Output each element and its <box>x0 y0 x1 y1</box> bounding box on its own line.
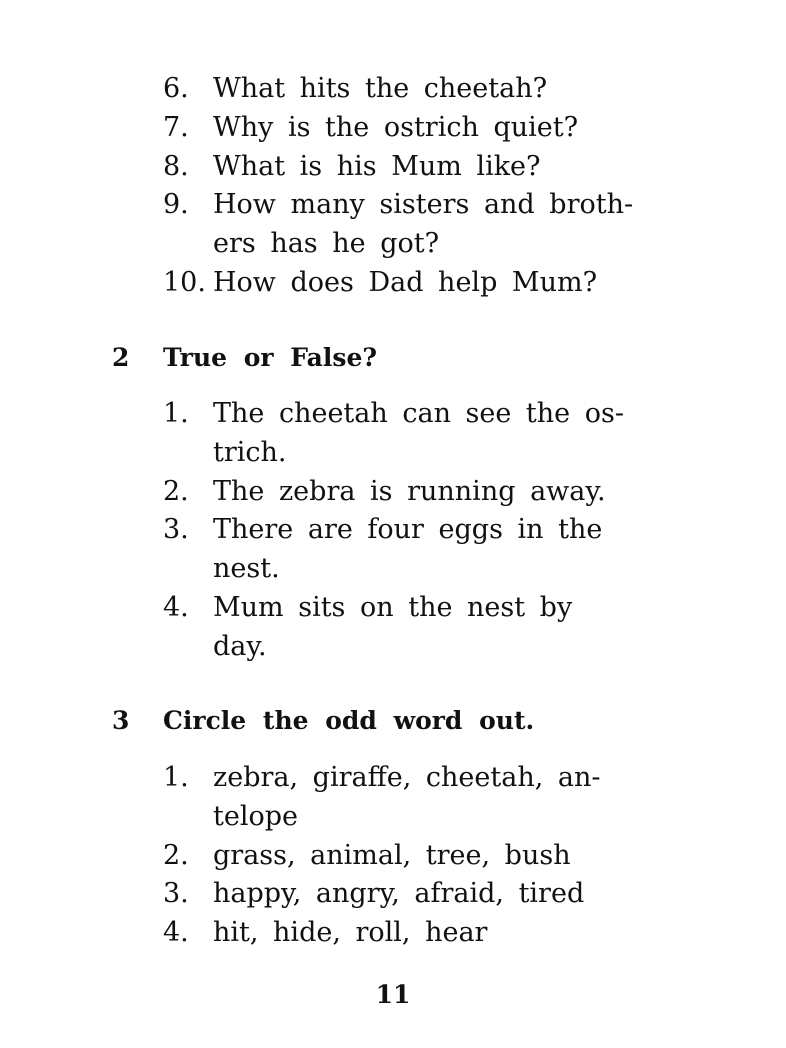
item-number: 1. <box>163 398 189 429</box>
item-text: What hits the cheetah? <box>213 73 548 104</box>
list-item <box>163 473 658 512</box>
exercise-number: 2 <box>112 343 130 372</box>
exercise-title: True or False? <box>163 343 377 372</box>
item-number: 3. <box>163 878 189 910</box>
list-item <box>163 70 658 109</box>
item-number: 10. <box>163 266 206 298</box>
item-text-continued: nest. <box>213 553 280 585</box>
item-text-continued: ers has he got? <box>213 228 440 260</box>
item-text: hit, hide, roll, hear <box>213 917 488 949</box>
item-number: 8. <box>163 150 189 182</box>
questions-list <box>163 70 658 303</box>
item-text-continued: telope <box>213 800 298 832</box>
item-number: 4. <box>163 917 189 949</box>
item-text: zebra, giraffe, cheetah, an- <box>213 762 601 793</box>
exercise-3-heading <box>112 705 534 737</box>
item-number: 7. <box>163 111 189 143</box>
item-text: The cheetah can see the os- <box>213 398 624 429</box>
page-number: 11 <box>375 980 411 1009</box>
list-item <box>163 148 658 187</box>
list-item <box>163 511 658 589</box>
item-text: Why is the ostrich quiet? <box>213 111 579 143</box>
list-item <box>163 395 658 473</box>
item-text: There are four eggs in the <box>213 514 603 546</box>
list-item <box>163 264 658 303</box>
item-number: 2. <box>163 475 189 507</box>
item-text: How many sisters and broth- <box>213 189 634 221</box>
item-text: Mum sits on the nest by <box>213 591 573 623</box>
exercise-2-list <box>163 395 658 667</box>
item-text-continued: trich. <box>213 436 287 468</box>
item-number: 2. <box>163 839 189 871</box>
item-number: 6. <box>163 73 189 104</box>
item-number: 1. <box>163 762 189 793</box>
list-item <box>163 759 658 837</box>
item-number: 3. <box>163 514 189 546</box>
item-text: The zebra is running away. <box>213 475 606 507</box>
list-item <box>163 837 658 876</box>
exercise-2-heading <box>112 342 377 374</box>
item-number: 9. <box>163 189 189 221</box>
item-text: How does Dad help Mum? <box>213 266 598 298</box>
list-item <box>163 109 658 148</box>
exercise-title: Circle the odd word out. <box>163 706 535 735</box>
exercise-number: 3 <box>112 706 130 735</box>
item-text: What is his Mum like? <box>213 150 541 182</box>
list-item <box>163 875 658 914</box>
list-item <box>163 589 658 667</box>
list-item <box>163 186 658 264</box>
list-item <box>163 914 658 953</box>
item-text-continued: day. <box>213 630 267 662</box>
item-text: grass, animal, tree, bush <box>213 839 571 871</box>
exercise-3-list <box>163 759 658 953</box>
item-number: 4. <box>163 591 189 623</box>
item-text: happy, angry, afraid, tired <box>213 878 585 910</box>
